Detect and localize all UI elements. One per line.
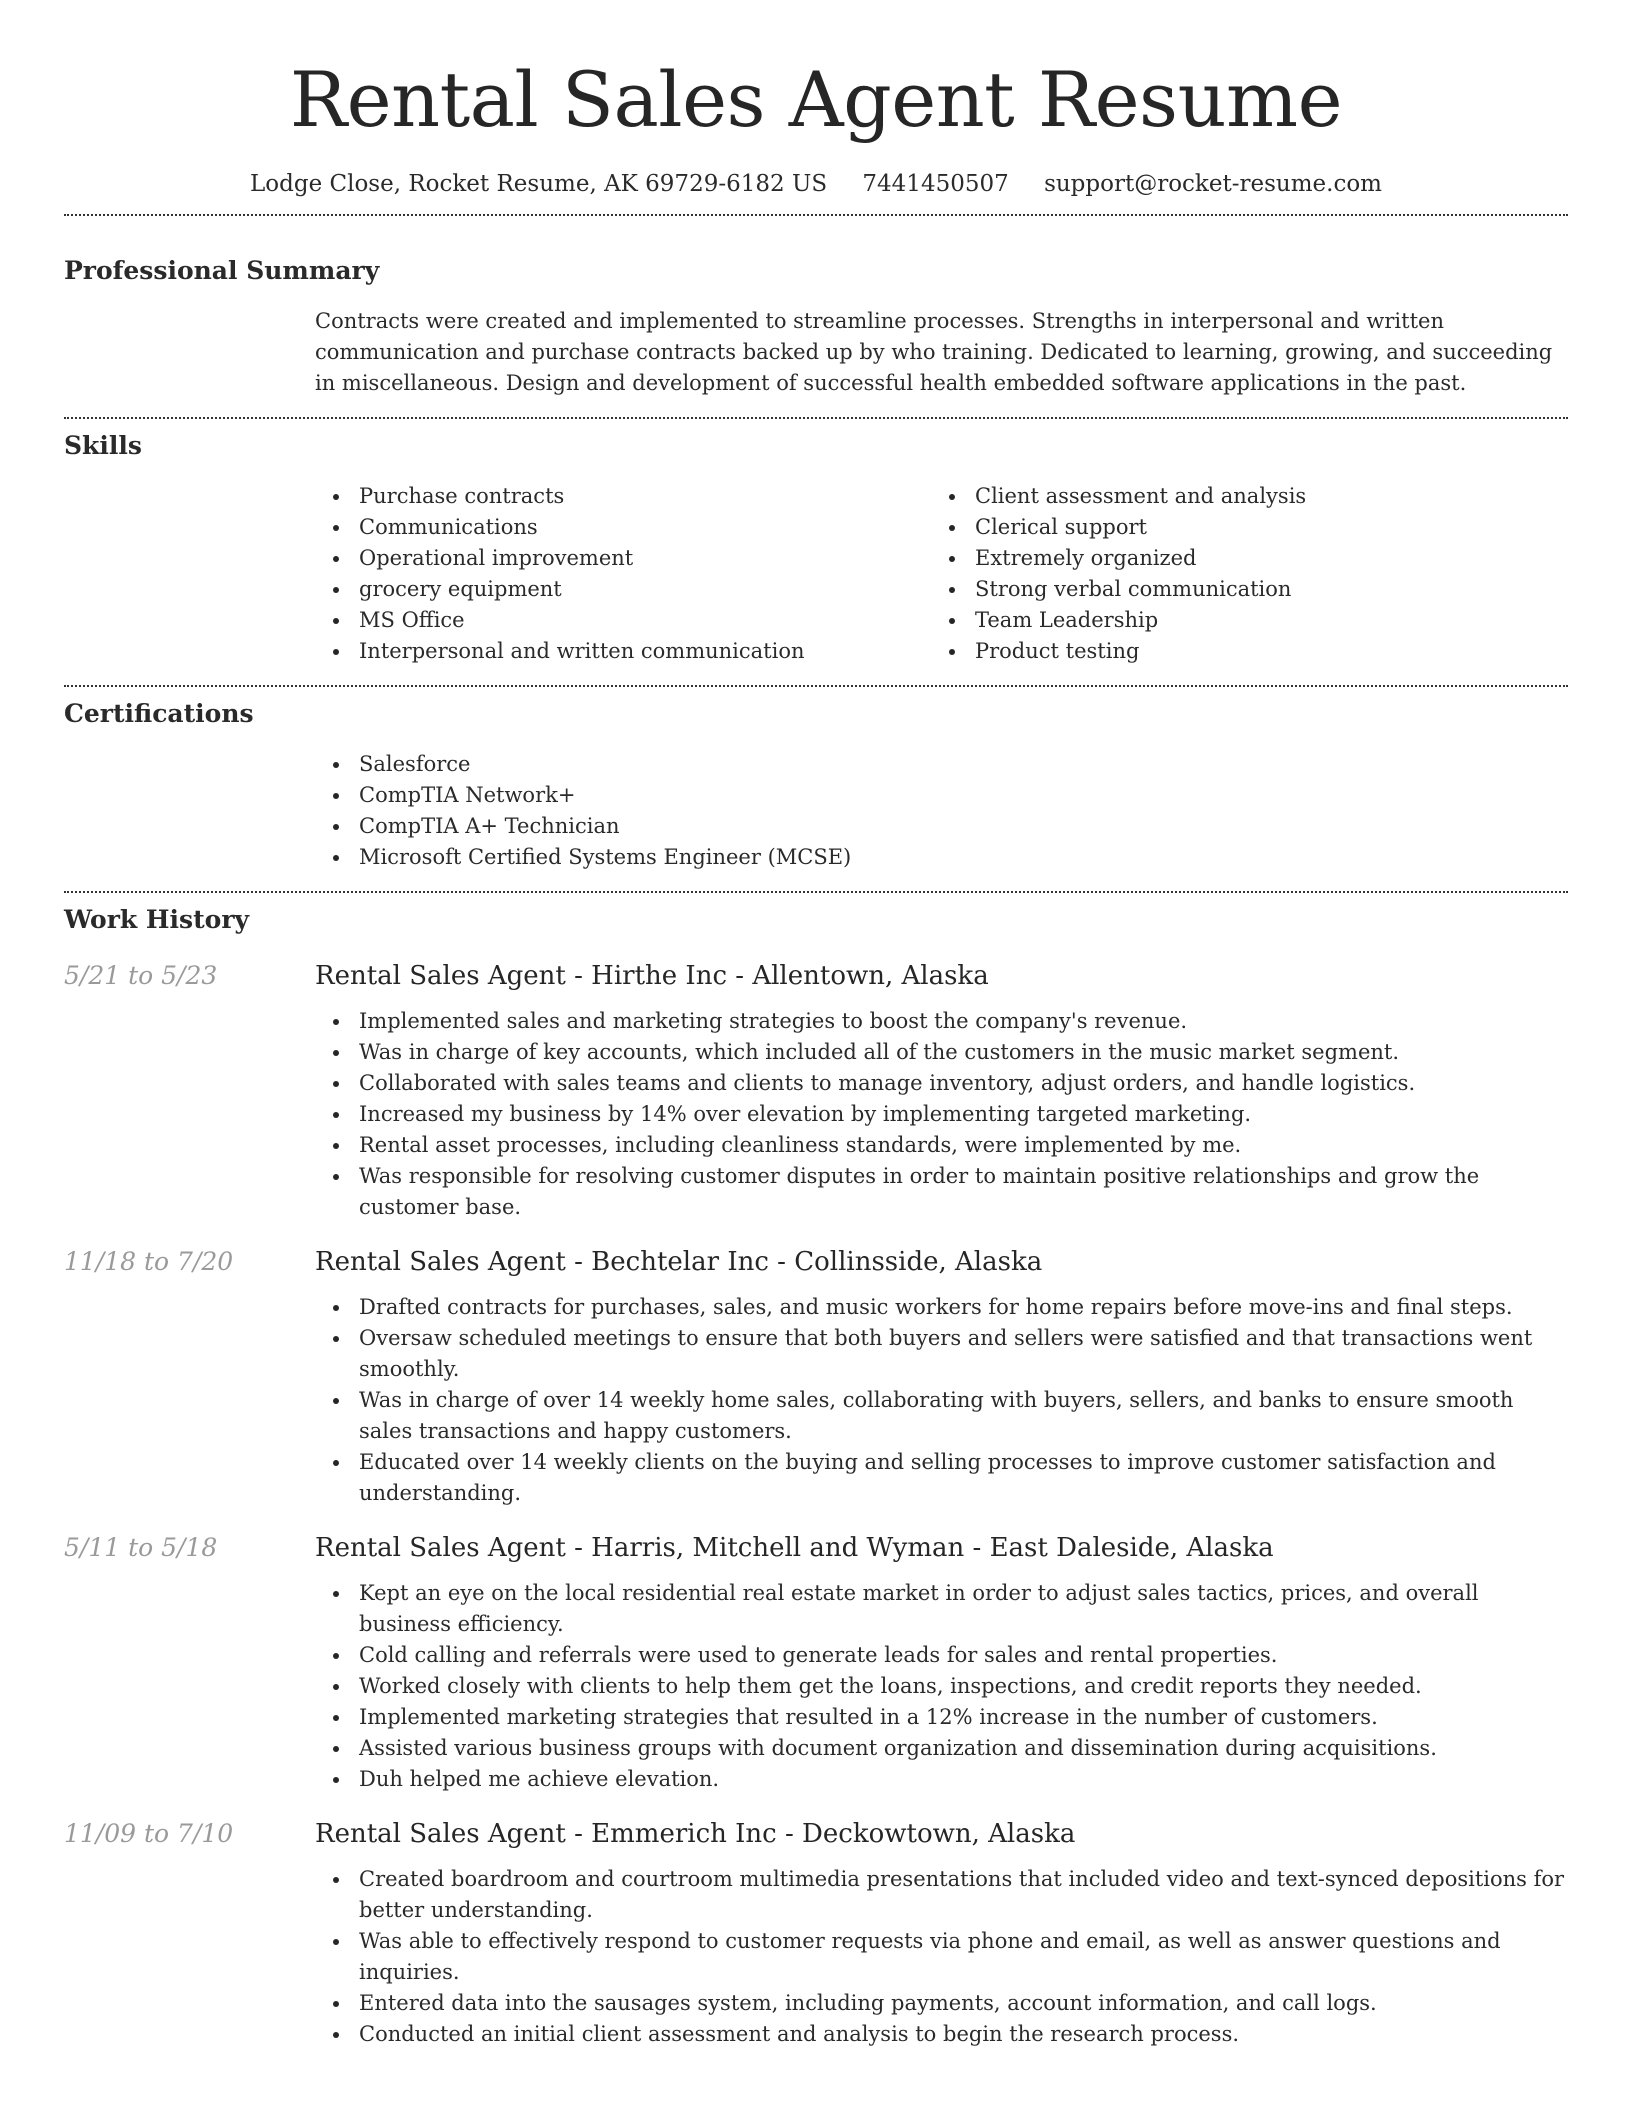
skill-item: Extremely organized (931, 543, 1547, 574)
job-bullet: Was in charge of over 14 weekly home sales, collaborating with buyers, sellers, and banks to ensure smooth sales transactions and happy customers. (315, 1385, 1565, 1447)
job-entry (64, 1817, 1568, 2050)
skill-item: Purchase contracts (315, 481, 931, 512)
certification-item: Microsoft Certified Systems Engineer (MCSE) (315, 842, 1568, 873)
summary-section (64, 216, 1568, 417)
job-bullet: Duh helped me achieve elevation. (315, 1764, 1565, 1795)
job-bullet: Cold calling and referrals were used to generate leads for sales and rental properties. (315, 1640, 1565, 1671)
job-bullet: Educated over 14 weekly clients on the buying and selling processes to improve customer satisfaction and understanding. (315, 1447, 1565, 1509)
contact-phone: 7441450507 (862, 171, 1009, 197)
certifications-list (315, 749, 1568, 873)
job-dates: 5/21 to 5/23 (64, 961, 218, 990)
skills-list-right (931, 481, 1547, 667)
job-bullet: Was in charge of key accounts, which included all of the customers in the music market segment. (315, 1037, 1565, 1068)
skill-item: grocery equipment (315, 574, 931, 605)
job-body (315, 1817, 1565, 2050)
job-entry (64, 1531, 1568, 1795)
job-bullet: Drafted contracts for purchases, sales, and music workers for home repairs before move-ins and final steps. (315, 1292, 1565, 1323)
job-title: Rental Sales Agent - Hirthe Inc - Allentown, Alaska (315, 961, 989, 991)
skills-heading: Skills (64, 431, 142, 460)
job-bullets (315, 1578, 1565, 1795)
job-bullets (315, 1006, 1565, 1223)
skill-item: Product testing (931, 636, 1547, 667)
skills-list-left (315, 481, 931, 667)
job-entry (64, 1245, 1568, 1509)
contact-email: support@rocket-resume.com (1044, 171, 1382, 197)
skill-item: Client assessment and analysis (931, 481, 1547, 512)
skills-section (64, 419, 1568, 685)
job-bullet: Was able to effectively respond to customer requests via phone and email, as well as answer questions and inquiries. (315, 1926, 1565, 1988)
contact-address: Lodge Close, Rocket Resume, AK 69729-6182 US (250, 171, 828, 197)
job-bullets (315, 1864, 1565, 2050)
job-bullet: Assisted various business groups with document organization and dissemination during acquisitions. (315, 1733, 1565, 1764)
job-body (315, 1245, 1565, 1509)
job-dates: 11/18 to 7/20 (64, 1247, 234, 1276)
skill-item: Interpersonal and written communication (315, 636, 931, 667)
contact-line (64, 152, 1568, 214)
job-dates: 5/11 to 5/18 (64, 1533, 218, 1562)
summary-text: Contracts were created and implemented to streamline processes. Strengths in interpersonal and written communication and purchase contracts backed up by who training. Dedicated to learning, growing, and succeeding in miscellaneous. Design and development of successful health embedded software applications in the past. (315, 309, 1553, 395)
job-title: Rental Sales Agent - Bechtelar Inc - Collinsside, Alaska (315, 1247, 1043, 1277)
work-heading: Work History (64, 905, 250, 934)
job-bullet: Increased my business by 14% over elevation by implementing targeted marketing. (315, 1099, 1565, 1130)
summary-heading: Professional Summary (64, 256, 380, 285)
job-body (315, 959, 1565, 1223)
certifications-section (64, 687, 1568, 891)
certification-item: CompTIA A+ Technician (315, 811, 1568, 842)
skill-item: Communications (315, 512, 931, 543)
skill-item: Team Leadership (931, 605, 1547, 636)
job-entry (64, 959, 1568, 1223)
skills-columns (315, 481, 1568, 667)
job-title: Rental Sales Agent - Harris, Mitchell and Wyman - East Daleside, Alaska (315, 1533, 1274, 1563)
skill-item: Clerical support (931, 512, 1547, 543)
job-bullet: Created boardroom and courtroom multimedia presentations that included video and text-synced depositions for better understanding. (315, 1864, 1565, 1926)
certification-item: Salesforce (315, 749, 1568, 780)
skill-item: Strong verbal communication (931, 574, 1547, 605)
certifications-heading: Certifications (64, 699, 254, 728)
skill-item: MS Office (315, 605, 931, 636)
job-bullet: Collaborated with sales teams and clients to manage inventory, adjust orders, and handle logistics. (315, 1068, 1565, 1099)
job-bullet: Oversaw scheduled meetings to ensure that both buyers and sellers were satisfied and that transactions went smoothly. (315, 1323, 1565, 1385)
job-bullet: Worked closely with clients to help them get the loans, inspections, and credit reports they needed. (315, 1671, 1565, 1702)
job-dates: 11/09 to 7/10 (64, 1819, 234, 1848)
job-bullet: Was responsible for resolving customer disputes in order to maintain positive relationships and grow the customer base. (315, 1161, 1565, 1223)
job-bullets (315, 1292, 1565, 1509)
resume-title: Rental Sales Agent Resume (289, 55, 1343, 144)
work-section (64, 893, 1568, 2050)
certification-item: CompTIA Network+ (315, 780, 1568, 811)
job-bullet: Implemented sales and marketing strategies to boost the company's revenue. (315, 1006, 1565, 1037)
job-bullet: Conducted an initial client assessment and analysis to begin the research process. (315, 2019, 1565, 2050)
job-title: Rental Sales Agent - Emmerich Inc - Deckowtown, Alaska (315, 1819, 1076, 1849)
job-body (315, 1531, 1565, 1795)
skill-item: Operational improvement (315, 543, 931, 574)
job-bullet: Rental asset processes, including cleanliness standards, were implemented by me. (315, 1130, 1565, 1161)
job-bullet: Entered data into the sausages system, including payments, account information, and call logs. (315, 1988, 1565, 2019)
job-bullet: Kept an eye on the local residential real estate market in order to adjust sales tactics, prices, and overall business efficiency. (315, 1578, 1565, 1640)
job-bullet: Implemented marketing strategies that resulted in a 12% increase in the number of customers. (315, 1702, 1565, 1733)
